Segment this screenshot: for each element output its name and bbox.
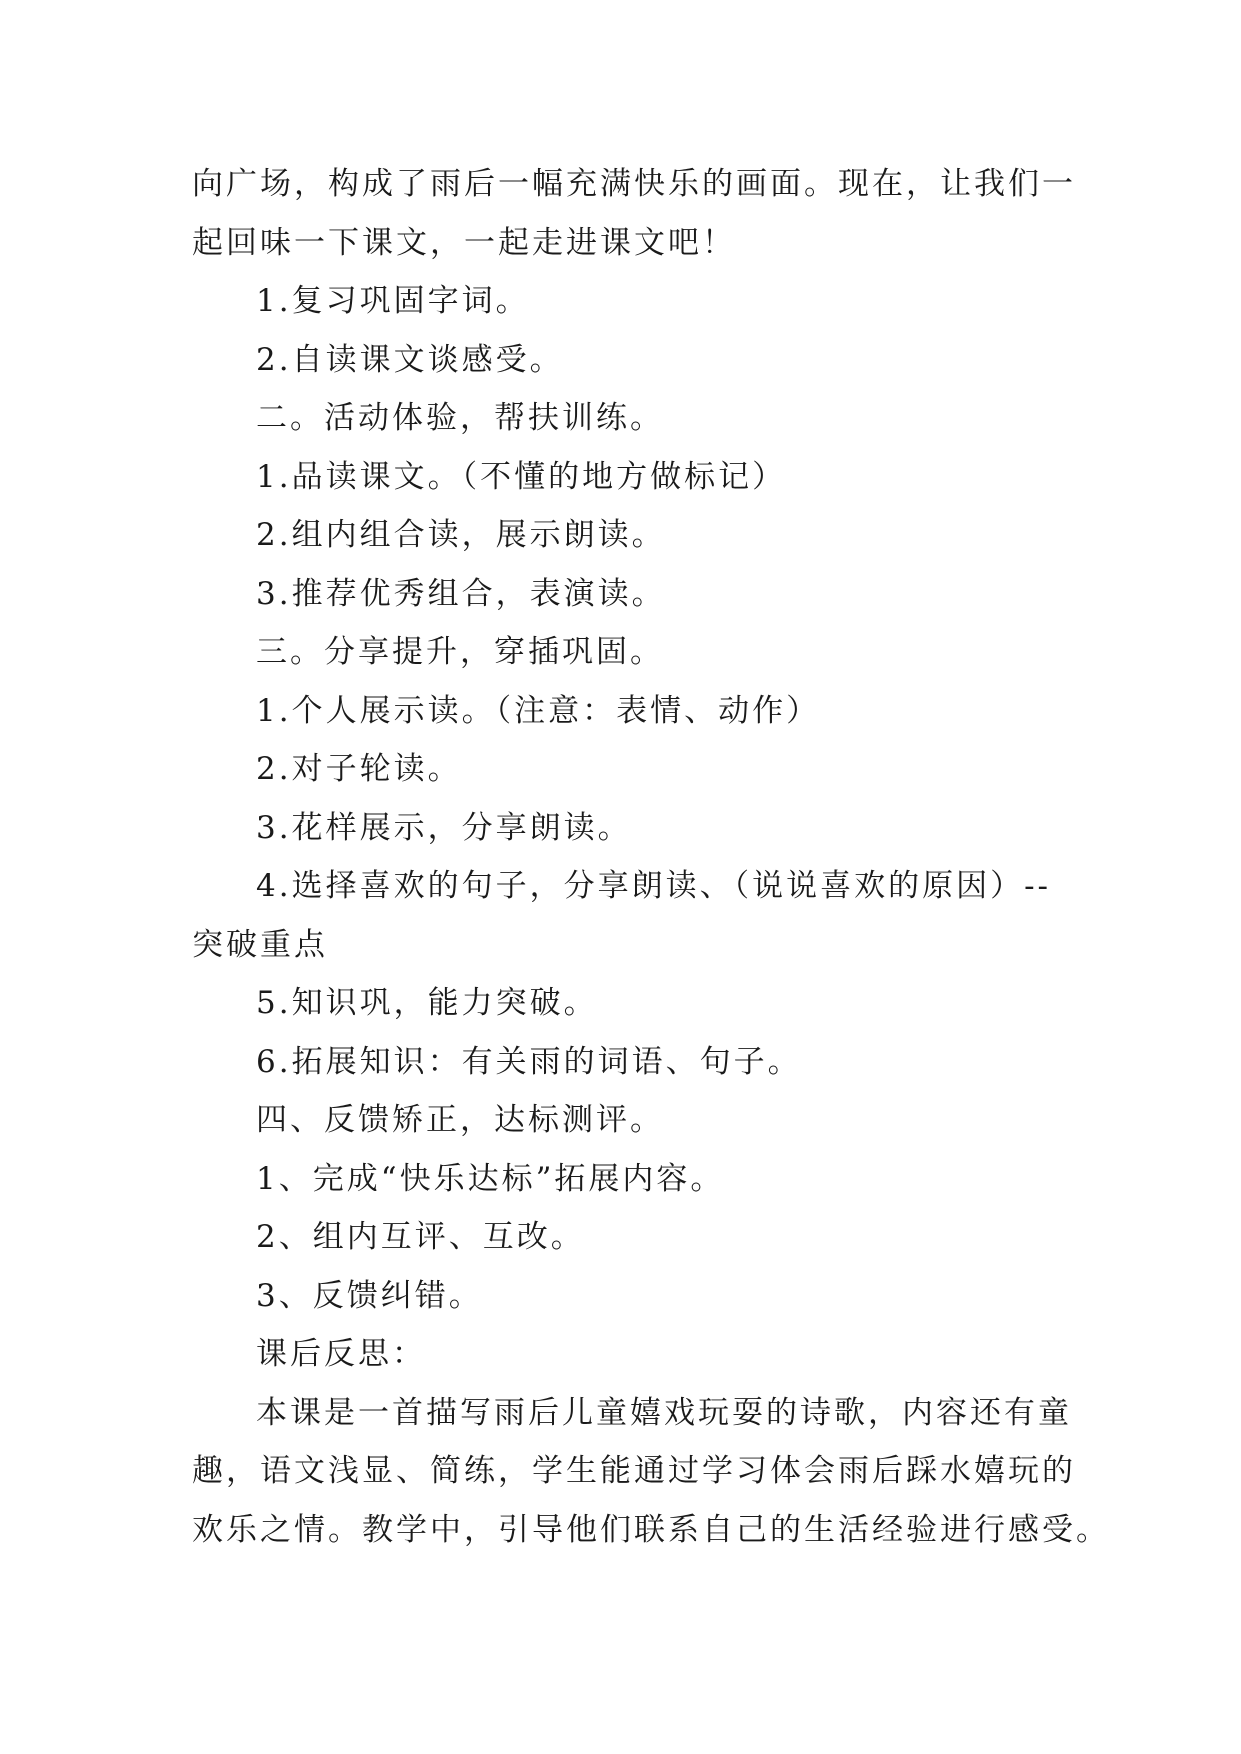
intro-line-1: 向广场，构成了雨后一幅充满快乐的画面。现在，让我们一 xyxy=(192,166,1076,202)
step-3-6: 6.拓展知识：有关雨的词语、句子。 xyxy=(256,1043,802,1080)
step-4-3: 3、反馈纠错。 xyxy=(256,1277,483,1314)
section-4-heading: 四、反馈矫正，达标测评。 xyxy=(256,1102,664,1138)
step-2-1: 1.品读课文。（不懂的地方做标记） xyxy=(256,458,787,495)
intro-line-2: 起回味一下课文，一起走进课文吧！ xyxy=(192,224,736,261)
reflection-heading: 课后反思： xyxy=(256,1336,426,1372)
section-3-heading: 三。分享提升，穿插巩固。 xyxy=(256,634,664,670)
step-1-1: 1.复习巩固字词。 xyxy=(256,283,530,319)
reflection-line-2: 趣，语文浅显、简练，学生能通过学习体会雨后踩水嬉玩的 xyxy=(192,1453,1076,1489)
step-2-2: 2.组内组合读，展示朗读。 xyxy=(256,517,666,553)
section-2-heading: 二。活动体验，帮扶训练。 xyxy=(256,400,664,436)
step-3-2: 2.对子轮读。 xyxy=(256,751,462,787)
step-4-2: 2、组内互评、互改。 xyxy=(256,1219,585,1255)
step-3-4-line-2: 突破重点 xyxy=(192,926,328,963)
step-3-3: 3.花样展示，分享朗读。 xyxy=(256,809,632,846)
step-4-1: 1、完成“快乐达标”拓展内容。 xyxy=(256,1160,725,1197)
reflection-line-1: 本课是一首描写雨后儿童嬉戏玩耍的诗歌，内容还有童 xyxy=(256,1394,1072,1431)
step-2-3: 3.推荐优秀组合，表演读。 xyxy=(256,575,666,612)
document-body xyxy=(192,155,1110,1559)
reflection-line-3: 欢乐之情。教学中，引导他们联系自己的生活经验进行感受。 xyxy=(192,1511,1110,1548)
step-1-2: 2.自读课文谈感受。 xyxy=(256,341,564,378)
step-3-4-line-1: 4.选择喜欢的句子，分享朗读、（说说喜欢的原因）-- xyxy=(256,868,1052,904)
step-3-1: 1.个人展示读。（注意：表情、动作） xyxy=(256,692,821,729)
step-3-5: 5.知识巩，能力突破。 xyxy=(256,985,598,1021)
